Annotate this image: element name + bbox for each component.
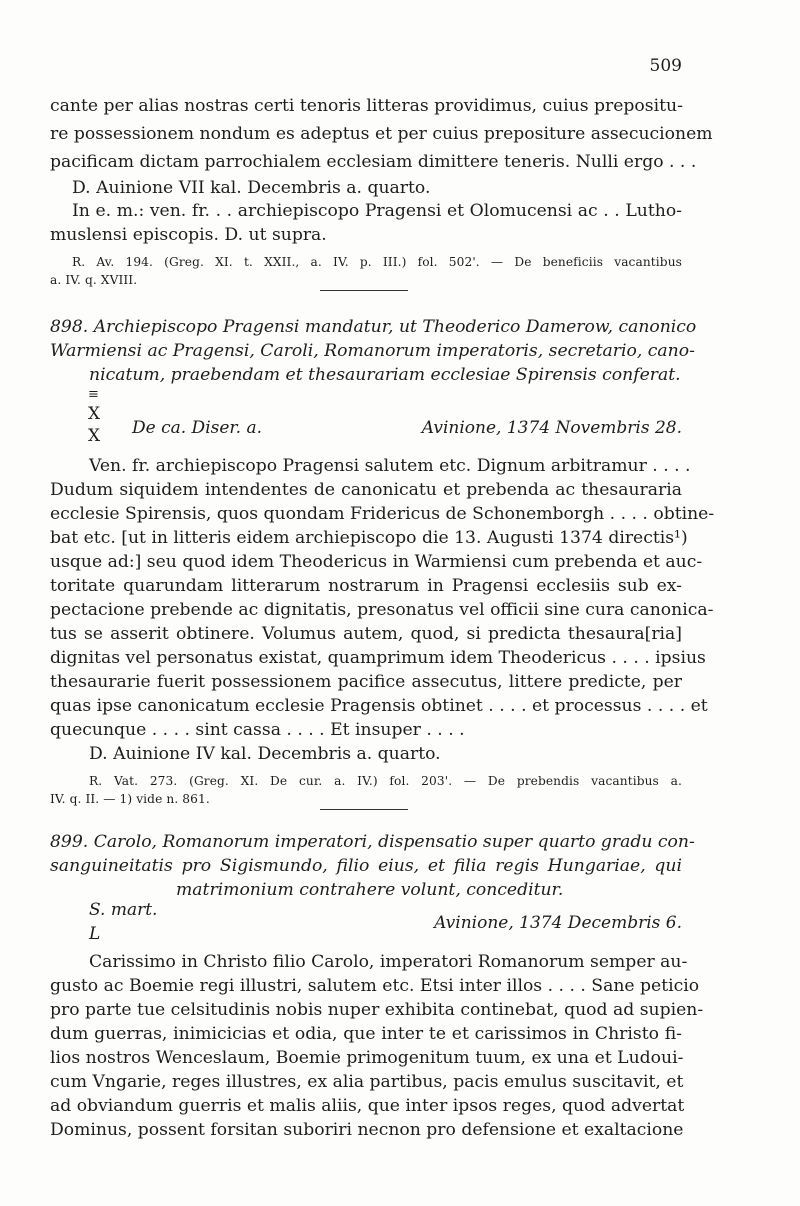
body-line: gusto ac Boemie regi illustri, salutem etc. Etsi inter illos . . . . Sane peticio: [50, 976, 700, 996]
section-divider: [320, 809, 408, 810]
body-line: re possessionem nondum es adeptus et per cuius prepositure assecucionem: [50, 124, 713, 144]
registry-mark-x: X: [88, 426, 101, 446]
registry-mark: S. mart.: [89, 900, 158, 920]
body-line: toritate quarundam litterarum nostrarum in Pragensi ecclesiis sub ex-: [50, 576, 682, 596]
source-note: R. Vat. 273. (Greg. XI. De cur. a. IV.) fol. 203'. — De prebendis vacantibus a.: [89, 774, 682, 788]
document-heading-899: matrimonium contrahere volunt, conceditur.: [176, 880, 564, 900]
body-line: cum Vngarie, reges illustres, ex alia partibus, pacis emulus suscitavit, et: [50, 1072, 684, 1092]
body-line: lios nostros Wenceslaum, Boemie primogenitum tuum, ex una et Ludoui-: [50, 1048, 684, 1068]
body-line: quecunque . . . . sint cassa . . . . Et insuper . . . .: [50, 720, 465, 740]
source-note: a. IV. q. XVIII.: [50, 273, 138, 287]
body-line: pectacione prebende ac dignitatis, presonatus vel officii sine cura canonica-: [50, 600, 714, 620]
dating-clause: D. Auinione VII kal. Decembris a. quarto.: [72, 178, 431, 198]
body-line: bat etc. [ut in litteris eidem archiepiscopo die 13. Augusti 1374 directis¹): [50, 528, 688, 548]
document-heading-898: nicatum, praebendam et thesaurariam ecclesiae Spirensis conferat.: [89, 365, 681, 385]
body-line: cante per alias nostras certi tenoris litteras providimus, cuius prepositu-: [50, 96, 683, 116]
body-line: quas ipse canonicatum ecclesie Pragensis obtinet . . . . et processus . . . . et: [50, 696, 708, 716]
body-line: Dudum siquidem intendentes de canonicatu et prebenda ac thesauraria: [50, 480, 682, 500]
body-line: pacificam dictam parrochialem ecclesiam dimittere teneris. Nulli ergo . . .: [50, 152, 697, 172]
document-heading-899: 899. Carolo, Romanorum imperatori, dispensatio super quarto gradu con-: [50, 832, 695, 852]
section-divider: [320, 290, 408, 291]
page-number: 509: [649, 56, 682, 76]
body-line: pro parte tue celsitudinis nobis nuper exhibita continebat, quod ad supien-: [50, 1000, 704, 1020]
source-note: R. Av. 194. (Greg. XI. t. XXII., a. IV. p. III.) fol. 502'. — De beneficiis vacantibus: [72, 255, 682, 269]
registry-note: De ca. Diser. a.: [132, 418, 263, 438]
source-note: IV. q. II. — 1) vide n. 861.: [50, 792, 210, 806]
dating-clause: D. Auinione IV kal. Decembris a. quarto.: [89, 744, 441, 764]
document-heading-898: 898. Archiepiscopo Pragensi mandatur, ut Theoderico Damerow, canonico: [50, 317, 697, 337]
body-line: thesaurarie fuerit possessionem pacifice assecutus, littere predicte, per: [50, 672, 682, 692]
body-line: usque ad:] seu quod idem Theodericus in Warmiensi cum prebenda et auc-: [50, 552, 703, 572]
in-eodem-modo-line: muslensi episcopis. D. ut supra.: [50, 225, 327, 245]
body-line: Ven. fr. archiepiscopo Pragensi salutem etc. Dignum arbitramur . . . .: [89, 456, 691, 476]
body-line: ecclesie Spirensis, quos quondam Fridericus de Schonemborgh . . . . obtine-: [50, 504, 715, 524]
in-eodem-modo-line: In e. m.: ven. fr. . . archiepiscopo Pragensi et Olomucensi ac . . Lutho-: [72, 201, 682, 221]
place-and-date: Avinione, 1374 Decembris 6.: [434, 913, 682, 933]
registry-mark-x: X: [88, 404, 101, 424]
registry-mark-lines: ≡: [88, 387, 99, 402]
place-and-date: Avinione, 1374 Novembris 28.: [421, 418, 682, 438]
body-line: tus se asserit obtinere. Volumus autem, quod, si predicta thesaura[ria]: [50, 624, 682, 644]
body-line: ad obviandum guerris et malis aliis, que inter ipsos reges, quod advertat: [50, 1096, 685, 1116]
document-heading-899: sanguineitatis pro Sigismundo, filio eius, et filia regis Hungariae, qui: [50, 856, 682, 876]
body-line: dum guerras, inimicicias et odia, que inter te et carissimos in Christo fi-: [50, 1024, 682, 1044]
document-heading-898: Warmiensi ac Pragensi, Caroli, Romanorum imperatoris, secretario, cano-: [50, 341, 695, 361]
body-line: Dominus, possent forsitan suboriri necnon pro defensione et exaltacione: [50, 1120, 684, 1140]
body-line: dignitas vel personatus existat, quamprimum idem Theodericus . . . . ipsius: [50, 648, 706, 668]
registry-mark: L: [89, 924, 101, 944]
body-line: Carissimo in Christo filio Carolo, imperatori Romanorum semper au-: [89, 952, 688, 972]
